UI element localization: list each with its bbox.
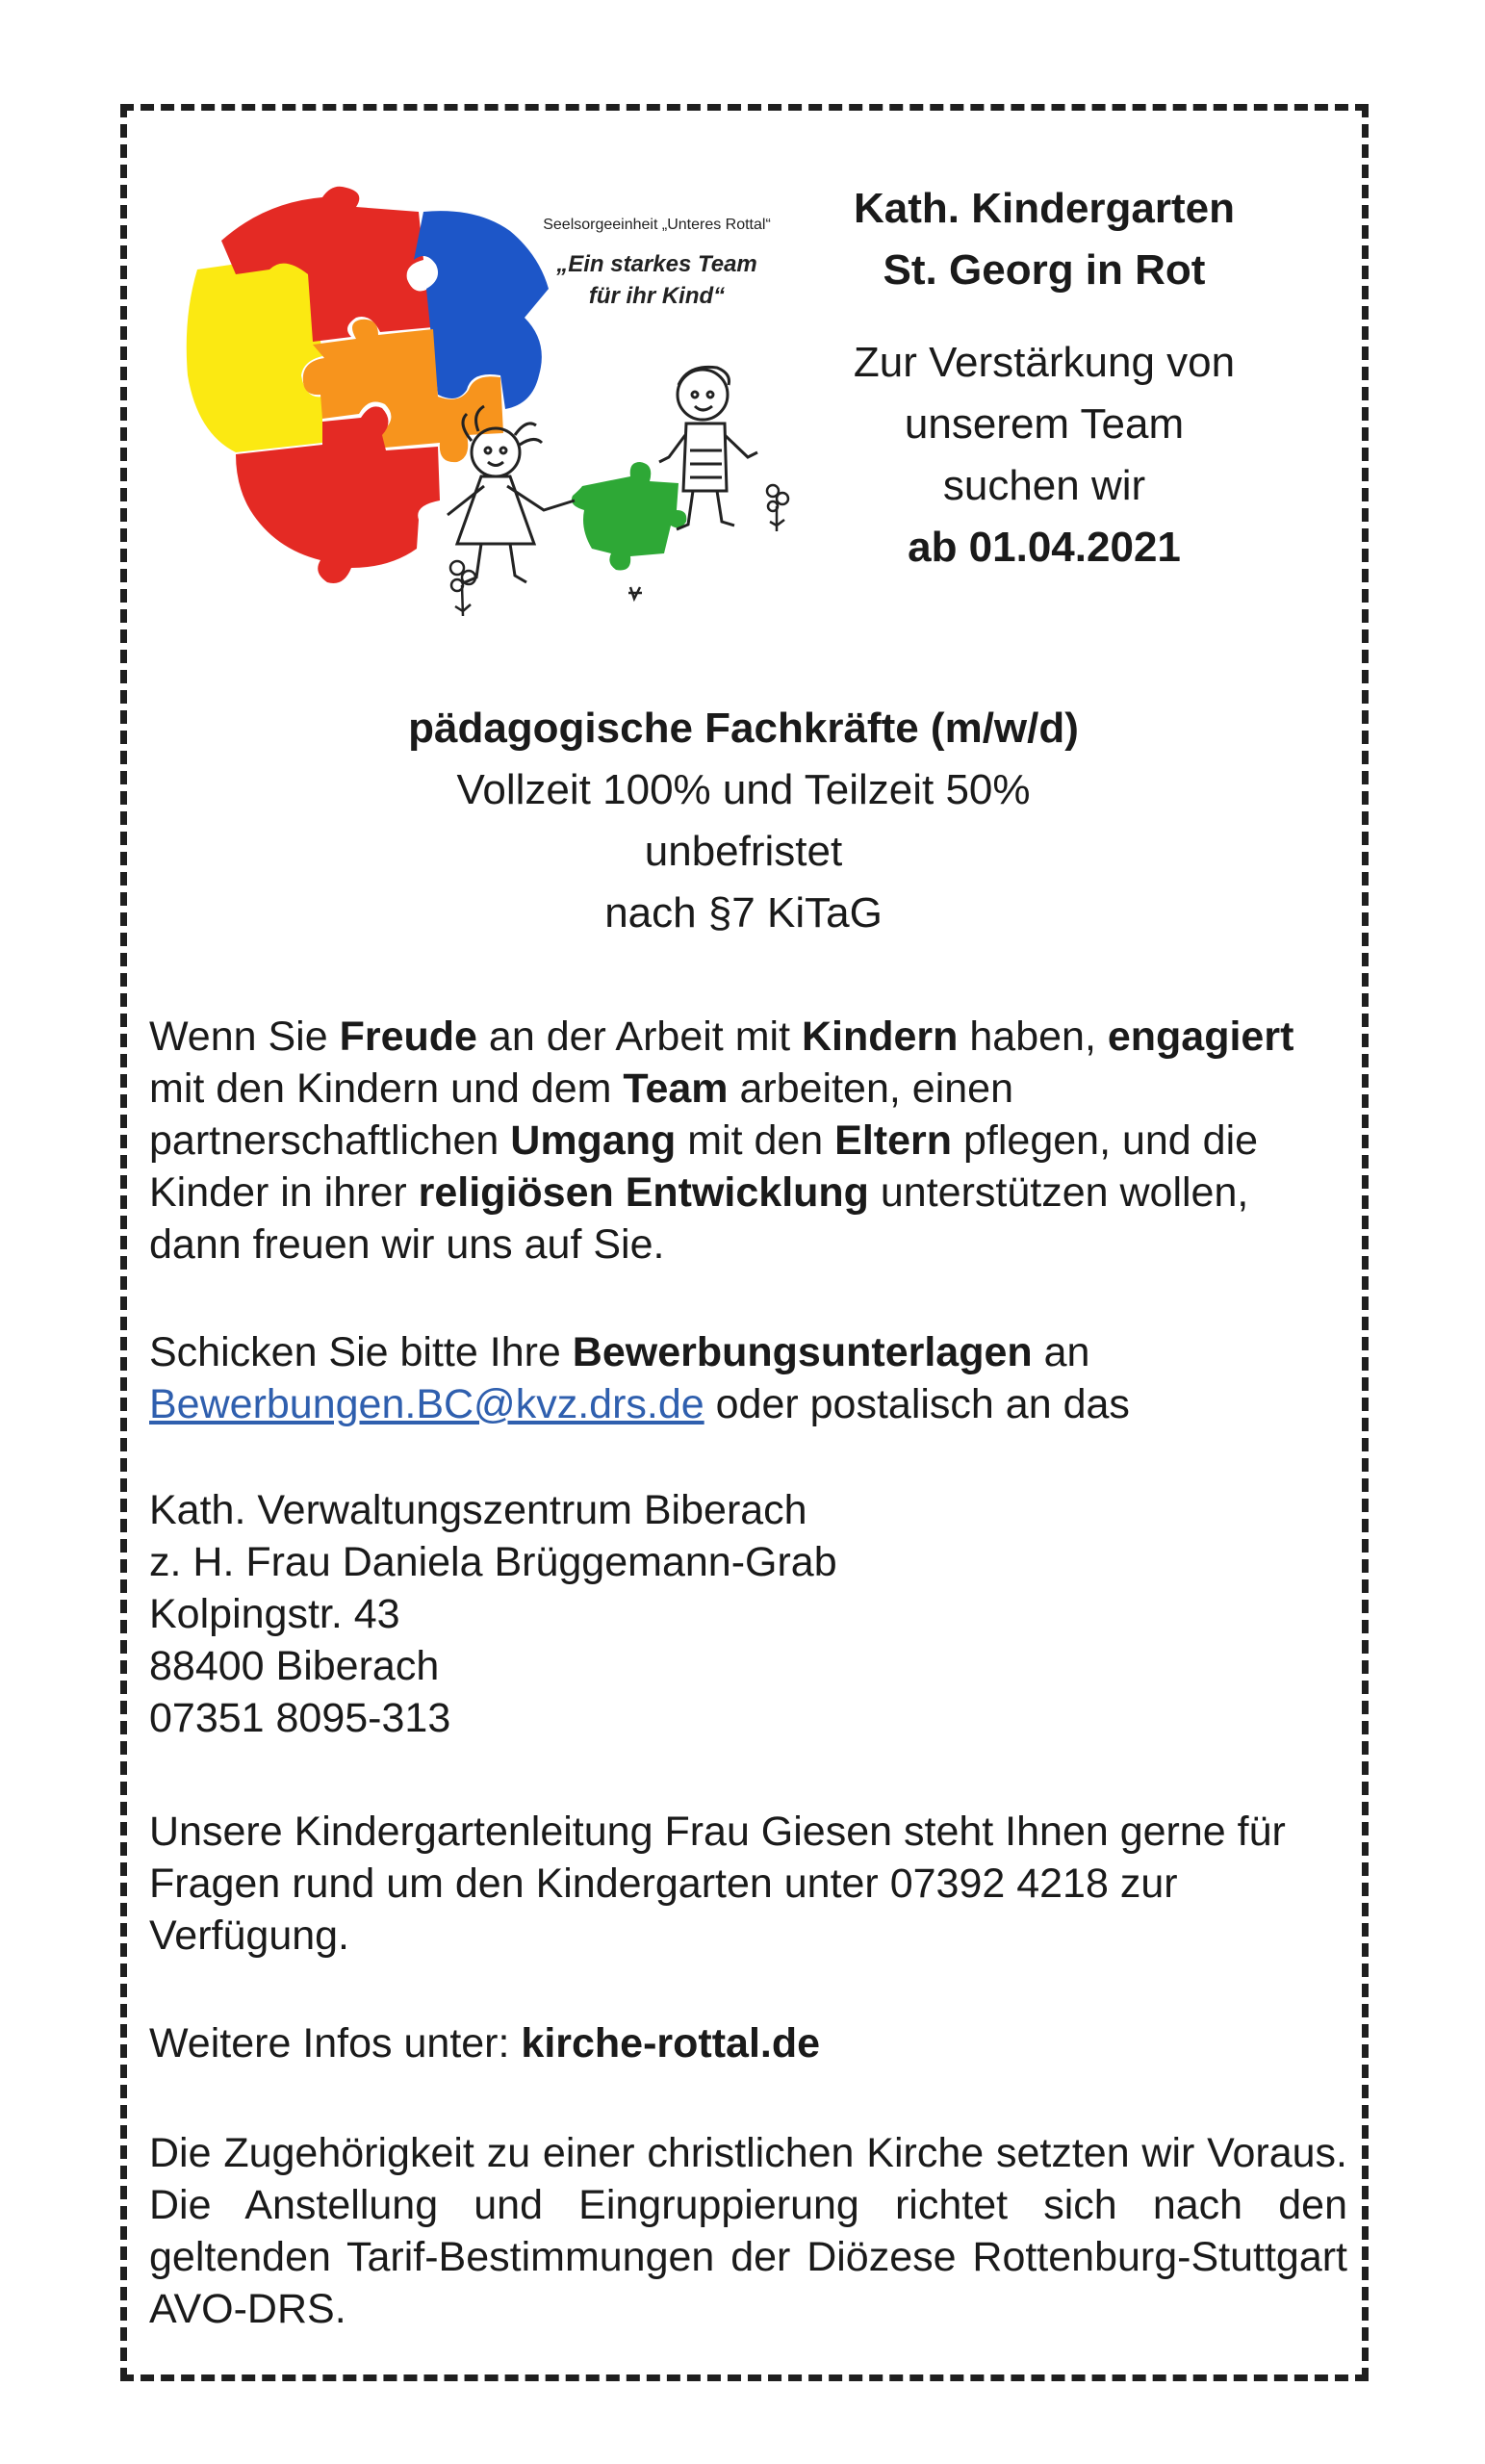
slogan-line-2: für ihr Kind“ bbox=[588, 283, 726, 309]
puzzle-piece-green bbox=[572, 462, 686, 570]
intro-paragraph: Wenn Sie Freude an der Arbeit mit Kindern haben, engagiert mit den Kindern und dem Team arbeiten, einen partnerschaftlichen Umgang mit den Eltern pflegen, und die Kinder in ihrer religiösen Entwicklung unterstützen wollen, dann freuen wir uns auf Sie. bbox=[149, 1014, 1294, 1268]
puzzle-piece-yellow bbox=[187, 245, 322, 452]
address-line-3: Kolpingstr. 43 bbox=[149, 1591, 400, 1637]
address-block bbox=[149, 1484, 1347, 1744]
header-line-3: suchen wir bbox=[942, 462, 1146, 509]
logo-slogan bbox=[525, 248, 789, 312]
slogan-line-1: „Ein starkes Team bbox=[556, 251, 757, 277]
position-term: unbefristet bbox=[644, 828, 843, 875]
kindergarten-location: St. Georg in Rot bbox=[883, 246, 1206, 294]
email-link[interactable]: Bewerbungen.BC@kvz.drs.de bbox=[149, 1381, 704, 1427]
header-line-1: Zur Verstärkung von bbox=[853, 339, 1236, 386]
position-title: pädagogische Fachkräfte (m/w/d) bbox=[408, 705, 1079, 752]
closing-paragraph: Die Zugehörigkeit zu einer christlichen Kirche setzten wir Voraus. Die Anstellung und Eingruppierung richtet sich nach den geltenden Tarif-Bestimmungen der Diözese Rottenburg-Stuttgart AVO-DRS. bbox=[149, 2130, 1347, 2332]
apply-paragraph: Schicken Sie bitte Ihre Bewerbungsunterlagen an Bewerbungen.BC@kvz.drs.de oder postalisch an das bbox=[149, 1329, 1130, 1427]
address-line-2: z. H. Frau Daniela Brüggemann-Grab bbox=[149, 1539, 837, 1585]
header-line-2: unserem Team bbox=[904, 400, 1185, 448]
position-basis: nach §7 KiTaG bbox=[604, 889, 883, 937]
start-date: ab 01.04.2021 bbox=[908, 524, 1181, 571]
position-block bbox=[289, 698, 1198, 944]
address-phone: 07351 8095-313 bbox=[149, 1695, 451, 1741]
website-link[interactable]: kirche-rottal.de bbox=[521, 2020, 821, 2066]
contact-paragraph: Unsere Kindergartenleitung Frau Giesen steht Ihnen gerne für Fragen rund um den Kindergarten unter 07392 4218 zur Verfügung. bbox=[149, 1809, 1286, 1959]
position-hours: Vollzeit 100% und Teilzeit 50% bbox=[456, 766, 1031, 813]
header-block bbox=[799, 178, 1290, 578]
info-line: Weitere Infos unter: kirche-rottal.de bbox=[149, 2020, 821, 2066]
kindergarten-name: Kath. Kindergarten bbox=[853, 185, 1236, 232]
address-line-1: Kath. Verwaltungszentrum Biberach bbox=[149, 1487, 807, 1533]
girl-drawing bbox=[448, 406, 575, 582]
address-line-4: 88400 Biberach bbox=[149, 1643, 440, 1689]
logo-organisation: Seelsorgeeinheit „Unteres Rottal“ bbox=[543, 217, 771, 233]
